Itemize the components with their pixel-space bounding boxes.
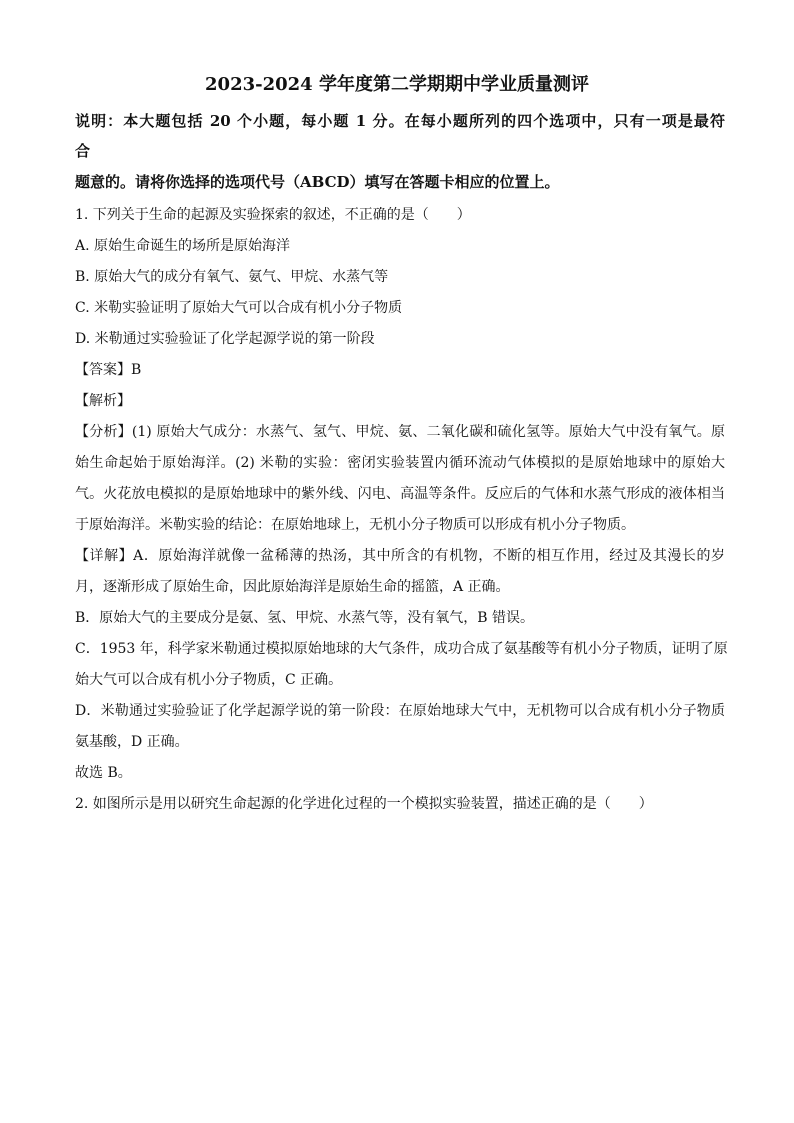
detail-line: B．原始大气的主要成分是氨、氢、甲烷、水蒸气等，没有氧气，B 错误。 (75, 610, 535, 626)
analysis-line: 于原始海洋。米勒实验的结论：在原始地球上，无机小分子物质可以形成有机小分子物质。 (75, 517, 635, 533)
analysis-line: 【分析】(1) 原始大气成分：水蒸气、氢气、甲烷、氨、二氧化碳和硫化氢等。原始大气中没有氧气。原 (75, 424, 725, 440)
question-1-stem: 1. 下列关于生命的起源及实验探索的叙述，不正确的是（ ） (75, 207, 471, 223)
analysis-line: 始生命起始于原始海洋。(2) 米勒的实验：密闭实验装置内循环流动气体模拟的是原始地球中的原始大 (75, 455, 725, 471)
detail-line: 始大气可以合成有机小分子物质，C 正确。 (75, 672, 343, 688)
question-1-option-a: A. 原始生命诞生的场所是原始海洋 (75, 238, 291, 254)
question-1-option-b: B. 原始大气的成分有氧气、氨气、甲烷、水蒸气等 (75, 269, 389, 285)
question-1-option-c: C. 米勒实验证明了原始大气可以合成有机小分子物质 (75, 300, 403, 316)
detail-line: 【详解】A．原始海洋就像一盆稀薄的热汤，其中所含的有机物，不断的相互作用，经过及其漫长的岁 (75, 548, 725, 564)
detail-line: C．1953 年，科学家米勒通过模拟原始地球的大气条件，成功合成了氨基酸等有机小分子物质，证明了原 (75, 641, 728, 657)
instructions-line-2: 合 (75, 142, 91, 160)
question-2-stem: 2. 如图所示是用以研究生命起源的化学进化过程的一个模拟实验装置，描述正确的是（ ） (75, 796, 653, 812)
exam-title: 2023-2024 学年度第二学期期中学业质量测评 (205, 74, 589, 95)
answer-label: 【答案】B (75, 362, 142, 378)
detail-line: 氨基酸，D 正确。 (75, 734, 189, 750)
instructions-line-3: 题意的。请将你选择的选项代号（ABCD）填写在答题卡相应的位置上。 (75, 173, 560, 191)
question-1-option-d: D. 米勒通过实验验证了化学起源学说的第一阶段 (75, 331, 375, 347)
detail-line: 月，逐渐形成了原始生命，因此原始海洋是原始生命的摇篮，A 正确。 (75, 579, 510, 595)
analysis-label: 【解析】 (75, 393, 131, 409)
conclusion-line: 故选 B。 (75, 765, 132, 781)
detail-line: D．米勒通过实验验证了化学起源学说的第一阶段：在原始地球大气中，无机物可以合成有机小分子物质 (75, 703, 725, 719)
instructions-line-1: 说明：本大题包括 20 个小题，每小题 1 分。在每小题所列的四个选项中，只有一项是最符 (75, 112, 725, 130)
analysis-line: 气。火花放电模拟的是原始地球中的紫外线、闪电、高温等条件。反应后的气体和水蒸气形成的液体相当 (75, 486, 725, 502)
